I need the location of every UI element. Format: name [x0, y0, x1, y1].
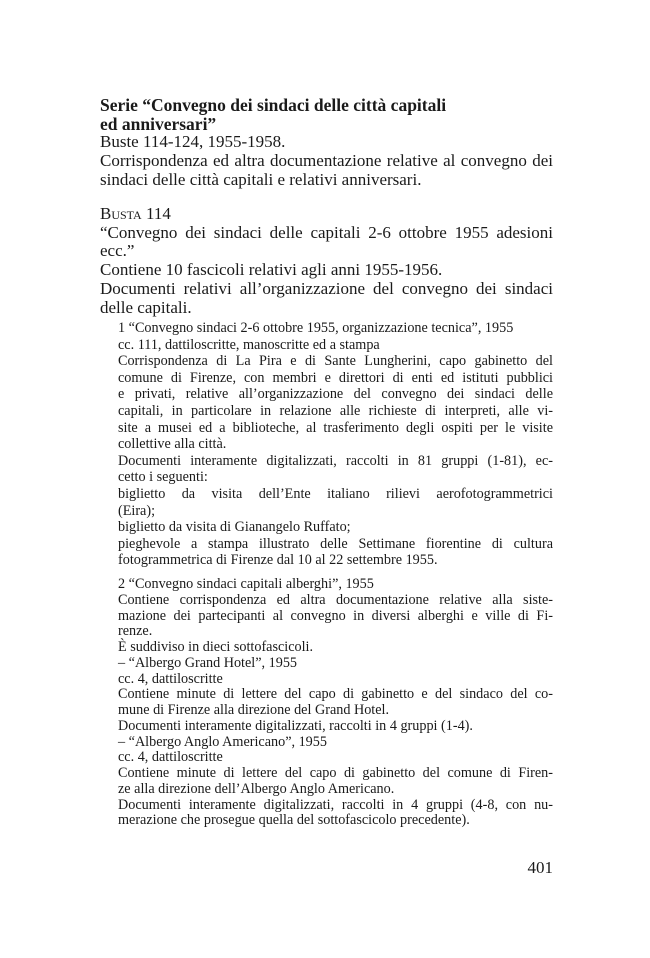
- busta-description-line: Contiene 10 fascicoli relativi agli anni 1955-1956.: [100, 260, 443, 280]
- fascicolo-line: Corrispondenza di La Pira e di Sante Lungherini, capo gabinetto del: [118, 353, 553, 370]
- fascicolo-line: Contiene minute di lettere del capo di gabinetto e del sindaco del co-: [118, 686, 553, 703]
- fascicolo-line: (Eira);: [118, 502, 156, 519]
- series-header: [100, 96, 553, 190]
- fascicolo-line: site a musei ed a biblioteche, al trasferimento degli ospiti per le visite: [118, 419, 553, 436]
- fascicolo-1: [118, 320, 553, 569]
- series-description-line: Buste 114-124, 1955-1958.: [100, 132, 286, 152]
- fascicolo-line: renze.: [118, 623, 153, 640]
- fascicolo-line: biglietto da visita dell’Ente italiano rilievi aerofotogrammetrici: [118, 485, 553, 502]
- fascicolo-line: comune di Firenze, con membri e direttori di enti ed istituti pubblici: [118, 369, 553, 386]
- fascicolo-line: È suddiviso in dieci sottofascicoli.: [118, 639, 314, 655]
- fascicolo-line: cc. 4, dattiloscritte: [118, 749, 223, 766]
- fascicolo-line: Documenti interamente digitalizzati, raccolti in 4 gruppi (4-8, con nu-: [118, 796, 553, 813]
- fascicolo-line: cc. 111, dattiloscritte, manoscritte ed a stampa: [118, 336, 380, 353]
- busta-description-line: Documenti relativi all’organizzazione del convegno dei sindaci: [100, 278, 553, 298]
- fascicolo-line: merazione che prosegue quella del sottofascicolo precedente).: [118, 812, 470, 829]
- series-description-line: Corrispondenza ed altra documentazione relative al convegno dei: [100, 151, 553, 171]
- fascicolo-line: ze alla direzione dell’Albergo Anglo Americano.: [118, 780, 395, 797]
- fascicolo-line: mazione dei partecipanti al convegno in diversi alberghi e ville di Fi-: [118, 607, 553, 624]
- fascicolo-line: fotogrammetrica di Firenze dal 10 al 22 settembre 1955.: [118, 552, 438, 569]
- busta-description-line: “Convegno dei sindaci delle capitali 2-6 ottobre 1955 adesioni: [100, 222, 553, 242]
- fascicolo-line: Documenti interamente digitalizzati, raccolti in 81 gruppi (1-81), ec-: [118, 452, 553, 469]
- series-title-line: ed anniversari”: [100, 113, 217, 134]
- busta-section: [100, 205, 553, 317]
- fascicolo-line: biglietto da visita di Gianangelo Ruffato;: [118, 519, 351, 536]
- fascicolo-line: – “Albergo Anglo Americano”, 1955: [118, 733, 327, 750]
- fascicolo-line: Contiene minute di lettere del capo di gabinetto del comune di Firen-: [118, 765, 553, 781]
- fascicolo-title: 2 “Convegno sindaci capitali alberghi”, 1955: [118, 576, 374, 592]
- series-title-line: Serie “Convegno dei sindaci delle città capitali: [100, 95, 447, 115]
- fascicolo-line: collettive alla città.: [118, 436, 227, 453]
- fascicolo-line: capitali, in particolare in relazione alle richieste di interpreti, alle vi-: [118, 402, 553, 419]
- fascicolo-title: 1 “Convegno sindaci 2-6 ottobre 1955, organizzazione tecnica”, 1955: [118, 320, 514, 336]
- series-description-line: sindaci delle città capitali e relativi anniversari.: [100, 169, 422, 189]
- fascicolo-line: mune di Firenze alla direzione del Grand Hotel.: [118, 702, 390, 718]
- fascicolo-line: cetto i seguenti:: [118, 469, 208, 486]
- fascicolo-2: [118, 577, 553, 829]
- fascicolo-line: cc. 4, dattiloscritte: [118, 670, 223, 687]
- fascicolo-line: Documenti interamente digitalizzati, raccolti in 4 gruppi (1-4).: [118, 717, 473, 734]
- busta-label: Busta 114: [100, 204, 171, 223]
- page-number: 401: [527, 858, 553, 877]
- busta-description-line: ecc.”: [100, 241, 135, 261]
- fascicolo-line: e privati, relative all’organizzazione del convegno dei sindaci delle: [118, 386, 553, 403]
- fascicolo-line: Contiene corrispondenza ed altra documentazione relative alla siste-: [118, 591, 553, 608]
- fascicolo-line: – “Albergo Grand Hotel”, 1955: [118, 654, 298, 671]
- busta-description-line: delle capitali.: [100, 297, 192, 317]
- fascicolo-line: pieghevole a stampa illustrato delle Settimane fiorentine di cultura: [118, 535, 553, 552]
